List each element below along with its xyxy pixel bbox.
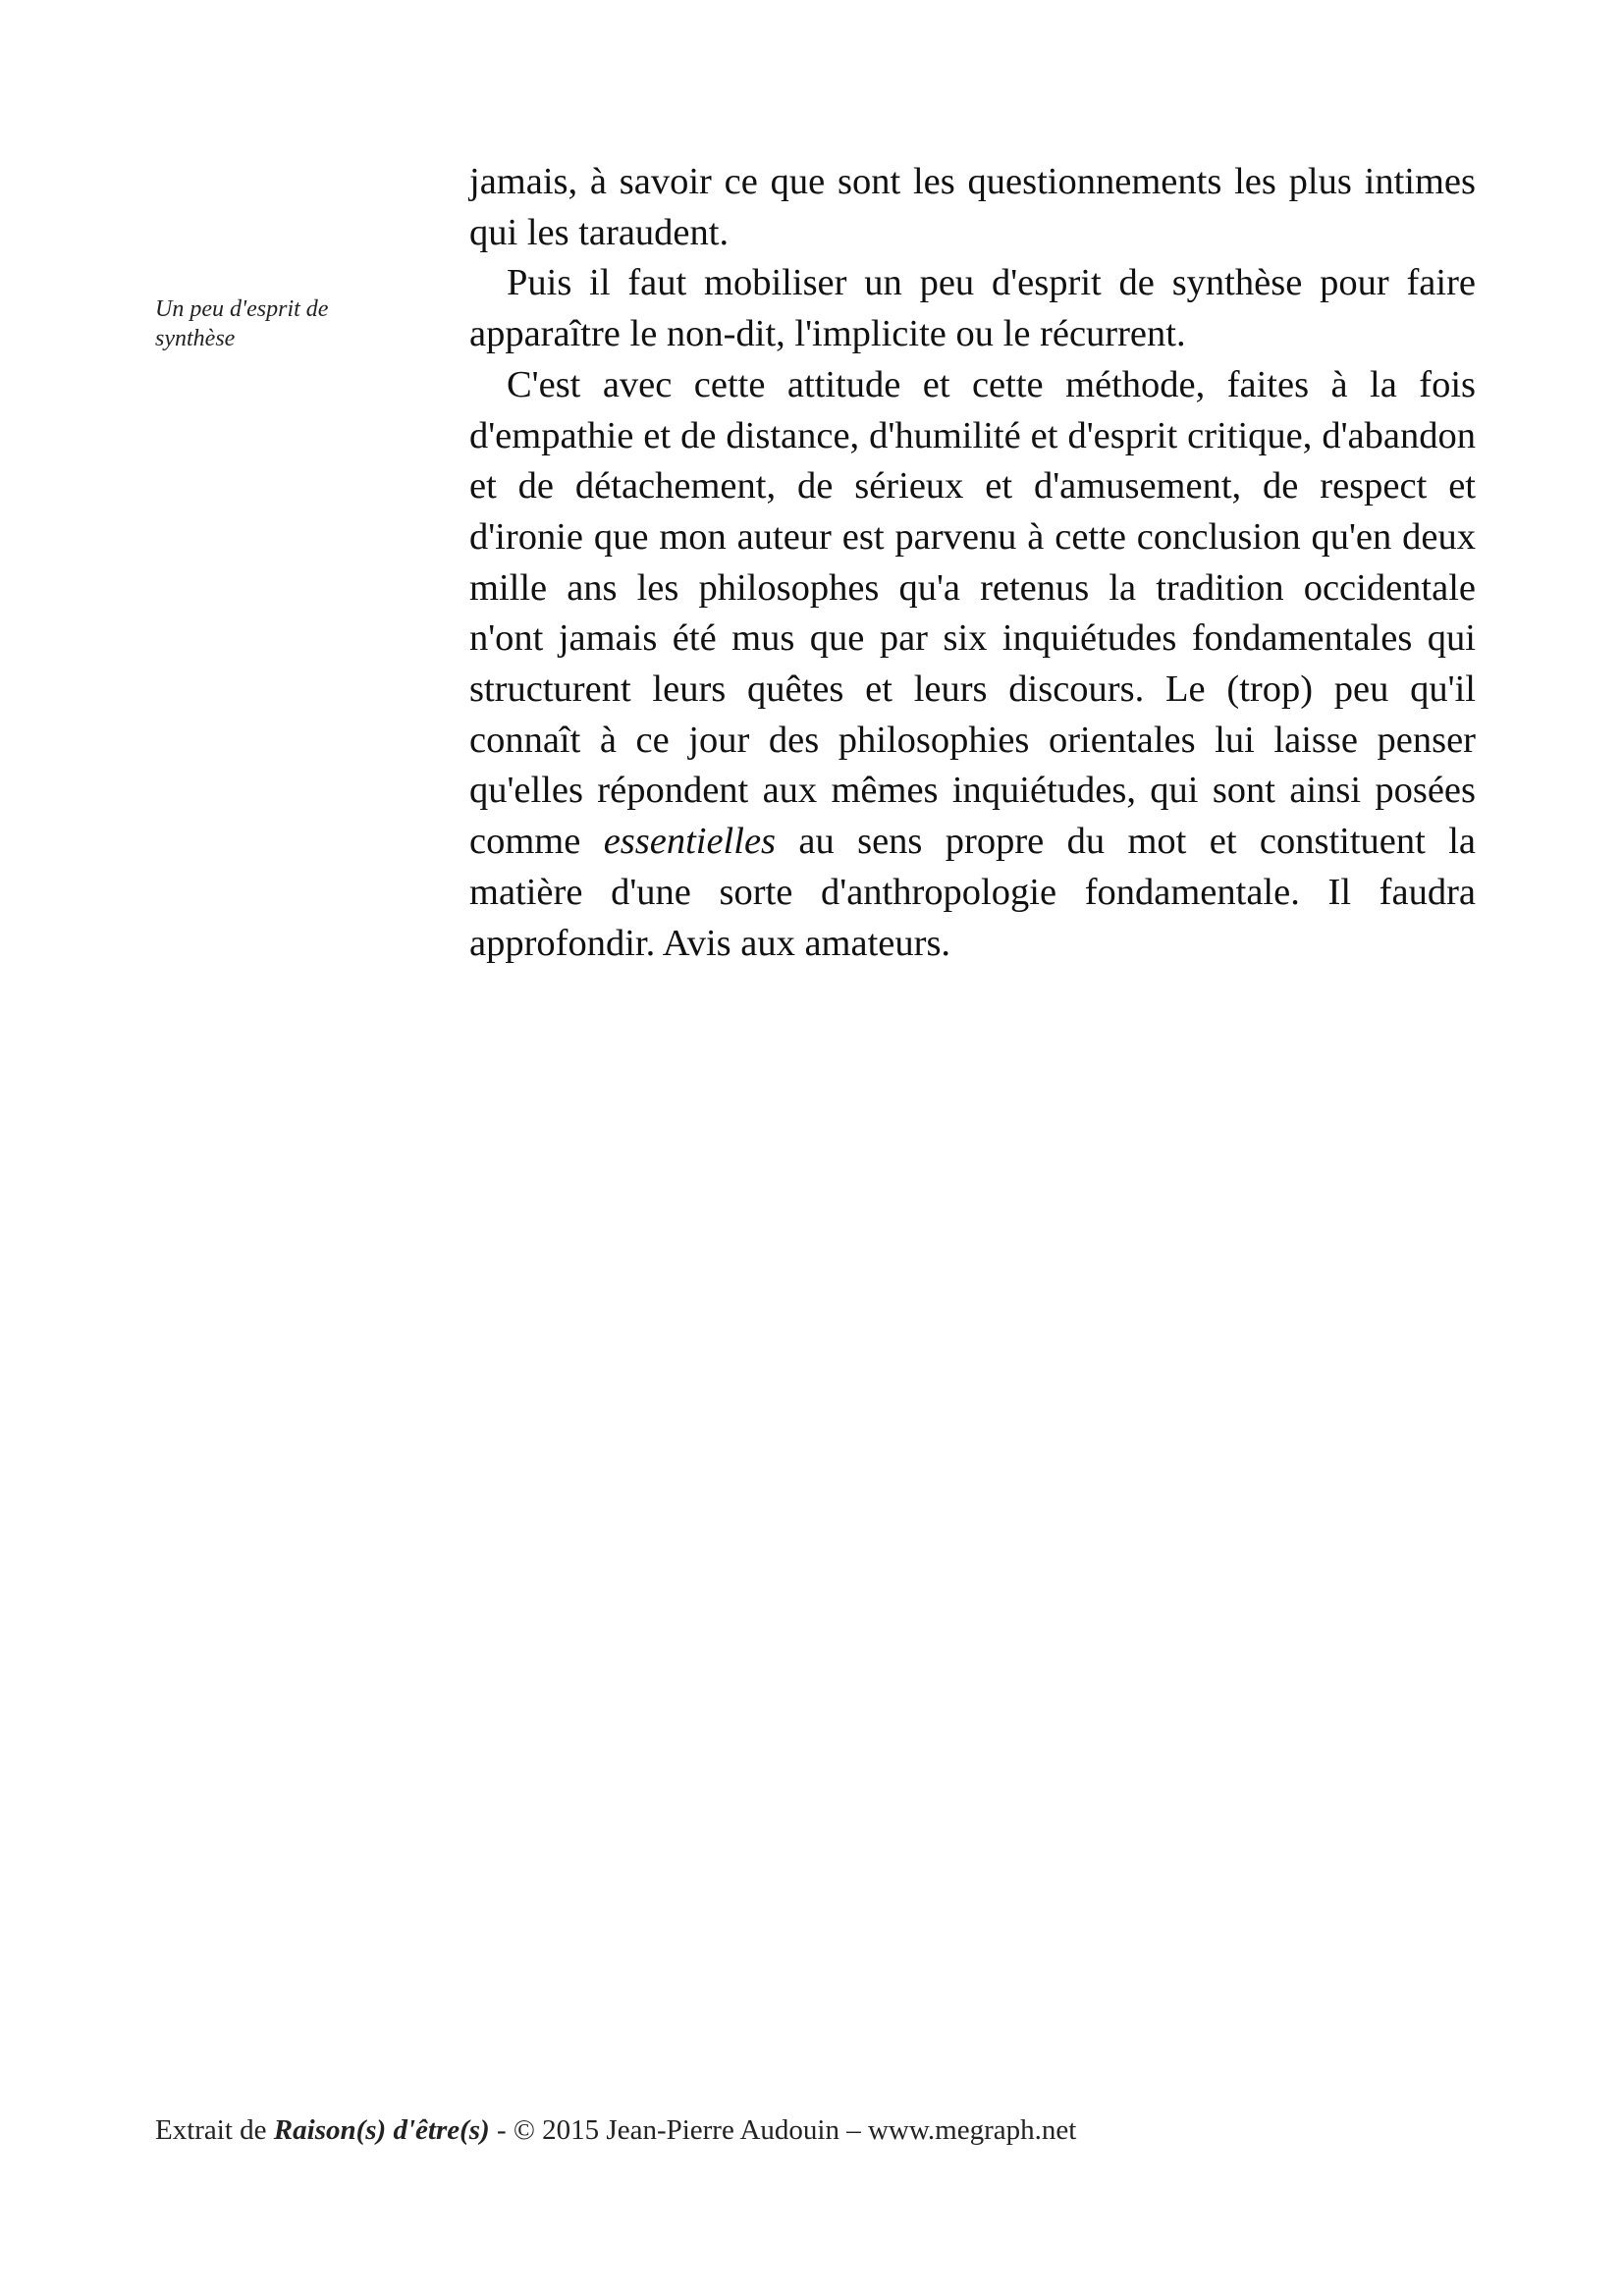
paragraph-3-italic-word: essentielles	[603, 821, 777, 863]
margin-note: Un peu d'esprit de synthèse	[155, 296, 329, 351]
main-text	[469, 157, 1476, 969]
paragraph-3	[469, 360, 1476, 969]
footer-prefix: Extrait de	[155, 2114, 274, 2146]
paragraph-3-text-before-italic: C'est avec cette attitude et cette méthode, faites à la fois d'empathie et de distance, d'humilité et d'esprit critique, d'abandon et de détachement, de sérieux et d'amusement, de respect et d'ironie que mon auteur est parvenu à cette conclusion qu'en deux mille ans les philosophes qu'a retenus la tradition occidentale n'ont jamais été mus que par six inquiétudes fondamentales qui structurent leurs quêtes et leurs discours. Le (trop) peu qu'il connaît à ce jour des philosophies orientales lui laisse penser qu'elles répondent aux mêmes inquiétudes, qui sont ainsi posées comme	[469, 363, 1476, 863]
paragraph-1: jamais, à savoir ce que sont les questionnements les plus intimes qui les taraudent.	[469, 161, 1476, 253]
paragraph-3-text-after-italic: au sens propre du mot et constituent la matière d'une sorte d'anthropologie fondamentale. Il faudra approfondir. Avis aux amateurs.	[469, 821, 1476, 964]
page-footer	[155, 2112, 1076, 2148]
footer-book-title: Raison(s) d'être(s)	[273, 2114, 490, 2146]
paragraph-2: Puis il faut mobiliser un peu d'esprit de synthèse pour faire apparaître le non-dit, l'implicite ou le récurrent.	[469, 262, 1476, 355]
footer-suffix: - © 2015 Jean-Pierre Audouin – www.megraph.net	[489, 2114, 1077, 2146]
